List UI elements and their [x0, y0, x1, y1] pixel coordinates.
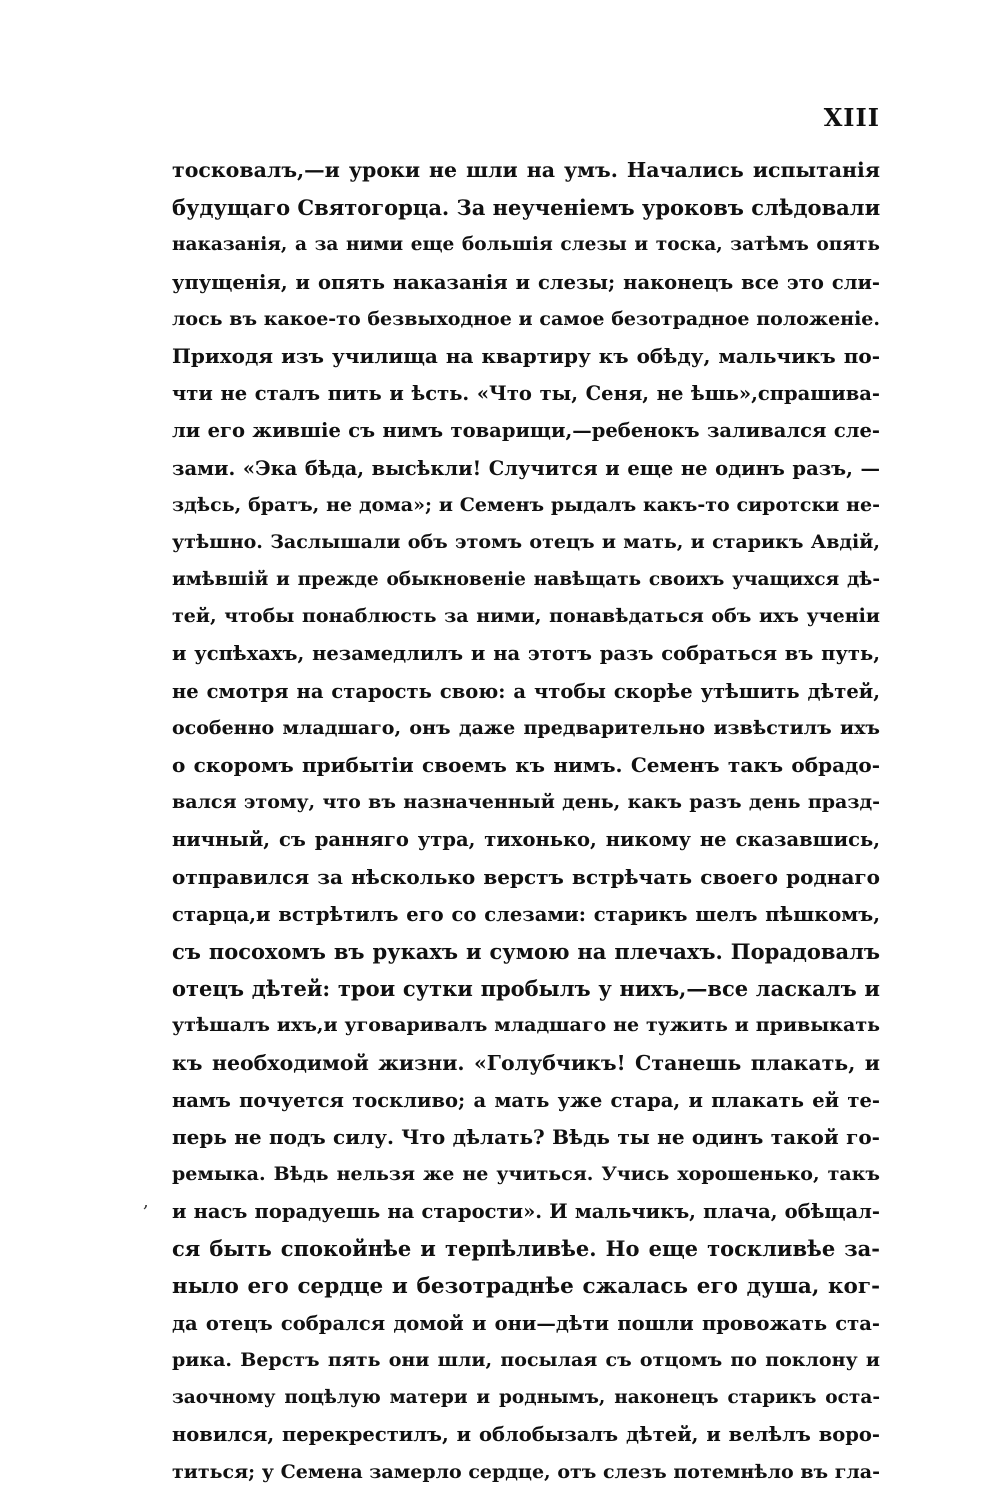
text-line: новился, перекрестилъ, и облобызалъ дѣтей, и велѣлъ воро-: [172, 1423, 880, 1447]
text-line: рика. Верстъ пять они шли, посылая съ отцомъ по поклону и: [172, 1349, 880, 1371]
text-line: заочному поцѣлую матери и роднымъ, наконецъ старикъ оста-: [172, 1387, 880, 1409]
text-line: Приходя изъ училища на квартиру къ обѣду, мальчикъ по-: [172, 343, 880, 368]
text-line: титься; у Семена замерло сердце, отъ слезъ потемнѣло въ гла-: [172, 1460, 880, 1483]
stray-mark: ,: [143, 1191, 149, 1212]
text-line: тей, чтобы понаблюсть за ними, понавѣдаться объ ихъ ученіи: [172, 605, 880, 628]
text-line: ся быть спокойнѣе и терпѣливѣе. Но еще тоскливѣе за-: [172, 1236, 880, 1262]
text-line: и успѣхахъ, незамедлилъ и на этотъ разъ собраться въ путь,: [172, 642, 880, 666]
text-line: да отецъ собрался домой и они—дѣти пошли провожать ста-: [172, 1311, 880, 1335]
text-line: съ посохомъ въ рукахъ и сумою на плечахъ. Порадовалъ: [172, 938, 880, 964]
text-line: утѣшно. Заслышали объ этомъ отецъ и мать, и старикъ Авдій,: [172, 530, 880, 553]
text-line: о скоромъ прибытіи своемъ къ нимъ. Семенъ такъ обрадо-: [172, 753, 880, 777]
text-line: ли его жившіе съ нимъ товарищи,—ребенокъ заливался сле-: [172, 419, 880, 443]
text-line: отправился за нѣсколько верстъ встрѣчать своего роднаго: [172, 864, 880, 889]
text-line: наказанія, а за ними еще большія слезы и тоска, затѣмъ опять: [172, 234, 880, 256]
text-line: будущаго Святогорца. За неученіемъ уроковъ слѣдовали: [172, 195, 880, 221]
text-line: особенно младшаго, онъ даже предварительно извѣстилъ ихъ: [172, 716, 880, 739]
text-line: намъ почуется тоскливо; а мать уже стара, и плакать ей те-: [172, 1088, 880, 1112]
text-line: вался этому, что въ назначенный день, какъ разъ день празд-: [172, 791, 880, 814]
text-line: упущенія, и опять наказанія и слезы; наконецъ все это сли-: [172, 270, 880, 294]
text-line: чти не сталъ пить и ѣсть. «Что ты, Сеня, не ѣшь»,спрашива-: [172, 382, 880, 406]
text-line: ныло его сердце и безотраднѣе сжалась его душа, ког-: [172, 1273, 880, 1299]
page-number: XIII: [823, 103, 880, 132]
text-line: старца,и встрѣтилъ его со слезами: старикъ шелъ пѣшкомъ,: [172, 902, 880, 926]
text-line: утѣшалъ ихъ,и уговаривалъ младшаго не тужить и привыкать: [172, 1014, 880, 1037]
text-line: здѣсь, братъ, не дома»; и Семенъ рыдалъ какъ-то сиротски не-: [172, 493, 880, 516]
text-line: лось въ какое-то безвыходное и самое безотрадное положеніе.: [172, 307, 880, 330]
text-line: ремыка. Вѣдь нельзя же не учиться. Учись хорошенько, такъ: [172, 1163, 880, 1186]
text-line: и насъ порадуешь на старости». И мальчикъ, плача, обѣщал-: [172, 1200, 880, 1224]
text-line: къ необходимой жизни. «Голубчикъ! Станешь плакать, и: [172, 1050, 880, 1075]
text-line: имѣвшій и прежде обыкновеніе навѣщать своихъ учащихся дѣ-: [172, 569, 880, 591]
text-line: зами. «Эка бѣда, высѣкли! Случится и еще не одинъ разъ, —: [172, 456, 880, 480]
text-line: тосковалъ,—и уроки не шли на умъ. Начались испытанія: [172, 158, 880, 182]
text-line: не смотря на старость свою: а чтобы скорѣе утѣшить дѣтей,: [172, 679, 880, 703]
text-line: ничный, съ ранняго утра, тихонько, никому не сказавшись,: [172, 828, 880, 852]
text-line: отецъ дѣтей: трои сутки пробылъ у нихъ,—все ласкалъ и: [172, 976, 880, 1002]
text-block: [172, 152, 880, 1491]
text-line: перь не подъ силу. Что дѣлать? Вѣдь ты не одинъ такой го-: [172, 1124, 880, 1149]
